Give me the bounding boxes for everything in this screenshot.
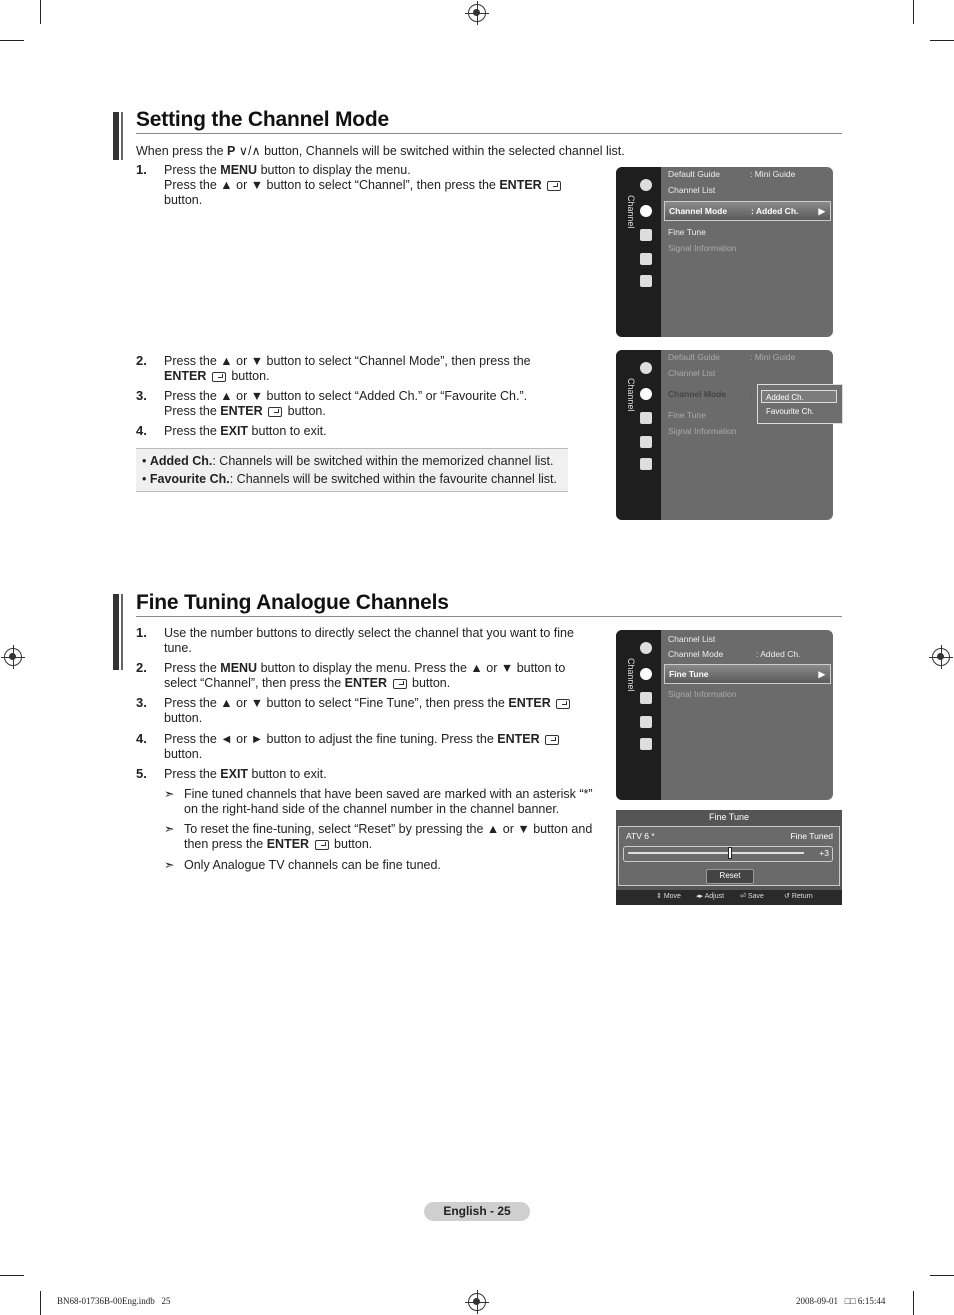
menu-item-label: Signal Information [668,426,737,436]
tip-marker-icon: ➣ [164,787,175,801]
menu-item-value: : Mini Guide [750,169,796,179]
slider-frame [623,846,833,862]
menu-item-value: : Added Ch. [756,649,801,659]
move-hint: ⇕ Move [656,893,681,900]
crop-mark [930,1275,954,1276]
step-text: Press the ▲ or ▼ button to select “Fine Tune”, then press the ENTER button. [164,696,614,726]
enter-icon [393,679,407,689]
step-number: 1. [136,625,147,640]
reset-button[interactable]: Reset [706,869,754,884]
crop-mark [913,1291,914,1315]
section-title: Fine Tuning Analogue Channels [136,591,449,614]
step-number: 4. [136,731,147,746]
menu-item-label: Signal Information [668,243,737,253]
step-number: 5. [136,766,147,781]
crop-mark [40,1291,41,1315]
fine-tune-dialog [616,810,842,905]
menu-item-label: Fine Tune [668,410,706,420]
menu-item-label[interactable]: Channel List [668,634,716,644]
application-icon [640,275,652,287]
step-text: Press the ▲ or ▼ button to select “Channel Mode”, then press the ENTER button. [164,354,531,383]
menu-item-value: : Added Ch. [751,206,799,216]
sidebar-label: Channel [626,658,636,692]
dialog-title: Fine Tune [708,812,750,822]
section-bar [121,112,123,160]
note-item: • Added Ch.: Channels will be switched within the memorized channel list. [142,454,554,468]
menu-sidebar [616,350,661,520]
tv-menu-channel [616,167,833,337]
note-item: • Favourite Ch.: Channels will be switched within the favourite channel list. [142,472,557,486]
registration-mark-icon [932,648,950,666]
tip-marker-icon: ➣ [164,858,175,872]
arrow-right-icon: ▶ [818,206,825,216]
adjust-hint: ◂▸ Adjust [696,893,725,900]
step-number: 4. [136,423,147,438]
tip-text: To reset the fine-tuning, select “Reset” by pressing the ▲ or ▼ button and then press the ENTER button. [184,822,593,851]
fine-tune-slider[interactable] [628,852,804,854]
crop-mark [0,1275,24,1276]
step-text: Use the number buttons to directly select the channel that you want to fine tune. [164,626,574,655]
enter-icon [556,699,570,709]
channel-mode-popup [757,384,843,424]
step-text: Press the EXIT button to exit. [164,767,327,781]
input-icon [640,253,652,265]
step-text: Press the MENU button to display the menu. Press the ▲ or ▼ button to select “Channel”, then press the ENTER button. [164,163,614,208]
tip-text: Fine tuned channels that have been saved are marked with an asterisk “*” on the right-hand side of the channel number in the channel banner. [184,787,593,816]
menu-item-selected[interactable] [664,664,831,684]
enter-icon [212,372,226,382]
menu-item-label[interactable]: Channel Mode [668,649,724,659]
step-text: Press the ▲ or ▼ button to select “Added Ch.” or “Favourite Ch.”. Press the ENTER button. [164,389,528,418]
menu-item-label: Signal Information [668,689,737,699]
step-text: Press the ◄ or ► button to adjust the fine tuning. Press the ENTER button. [164,732,614,762]
popup-option[interactable]: Favourite Ch. [766,407,815,416]
sidebar-label: Channel [626,195,636,229]
setup-gear-icon [640,229,652,241]
step-number: 1. [136,162,147,177]
menu-sidebar [616,630,661,800]
enter-icon [268,407,282,417]
status-label: Fine Tuned [790,831,833,841]
enter-icon [545,735,559,745]
popup-option-selected[interactable]: Added Ch. [761,390,837,403]
footer-file: BN68-01736B-00Eng.indb 25 [57,1296,171,1306]
slider-thumb[interactable] [728,847,732,859]
application-icon [640,738,652,750]
help-bar [616,890,842,905]
channel-icon [640,205,652,217]
page-number: English - 25 [424,1202,530,1221]
application-icon [640,458,652,470]
registration-mark-icon [468,4,486,22]
tip-text: Only Analogue TV channels can be fine tuned. [184,858,441,872]
picture-icon [640,362,652,374]
section-bar [121,594,123,670]
menu-item-label: Default Guide [668,352,720,362]
section-bar [113,594,119,670]
enter-icon [315,840,329,850]
arrow-right-icon: ▶ [818,669,825,679]
registration-mark-icon [4,648,22,666]
channel-label: ATV 6 * [626,831,655,841]
intro-text: When press the P ∨/∧ button, Channels will be switched within the selected channel list. [136,144,625,158]
channel-icon [640,388,652,400]
menu-item-label[interactable]: Channel List [668,185,716,195]
menu-item-label: Channel Mode [669,206,728,216]
slider-value: +3 [819,848,829,858]
menu-item-selected[interactable] [664,201,831,221]
channel-updown-icon: ∨/∧ [238,144,261,158]
menu-item-label: Channel Mode [668,389,727,399]
title-rule [136,616,842,617]
picture-icon [640,642,652,654]
title-rule [136,133,842,134]
step-number: 2. [136,660,147,675]
tip-marker-icon: ➣ [164,822,175,836]
menu-item-label[interactable]: Default Guide [668,169,720,179]
menu-sidebar [616,167,661,337]
menu-item-label: Fine Tune [669,669,709,679]
input-icon [640,436,652,448]
sidebar-label: Channel [626,378,636,412]
menu-item-label[interactable]: Fine Tune [668,227,706,237]
tv-menu-channel [616,630,833,800]
return-hint: ↺ Return [784,893,813,900]
step-number: 2. [136,353,147,368]
step-text: Press the EXIT button to exit. [164,424,327,438]
save-hint: ⏎ Save [740,893,764,900]
menu-item-label: Channel List [668,368,716,378]
picture-icon [640,179,652,191]
note-box [136,448,568,492]
tv-menu-channel [616,350,833,520]
menu-item-value: : Mini Guide [750,352,796,362]
step-number: 3. [136,695,147,710]
registration-mark-icon [468,1293,486,1311]
crop-mark [913,0,914,24]
section-title: Setting the Channel Mode [136,108,390,131]
step-number: 3. [136,388,147,403]
step-text: Press the MENU button to display the menu. Press the ▲ or ▼ button to select “Channel”, then press the ENTER button. [164,661,566,690]
footer-timestamp: 2008-09-01 □□ 6:15:44 [796,1296,886,1306]
crop-mark [0,40,24,41]
crop-mark [930,40,954,41]
enter-icon [547,181,561,191]
fine-tune-body [618,826,840,886]
channel-icon [640,668,652,680]
setup-gear-icon [640,412,652,424]
input-icon [640,716,652,728]
menu-item-value: : [750,389,753,399]
crop-mark [40,0,41,24]
section-bar [113,112,119,160]
setup-gear-icon [640,692,652,704]
